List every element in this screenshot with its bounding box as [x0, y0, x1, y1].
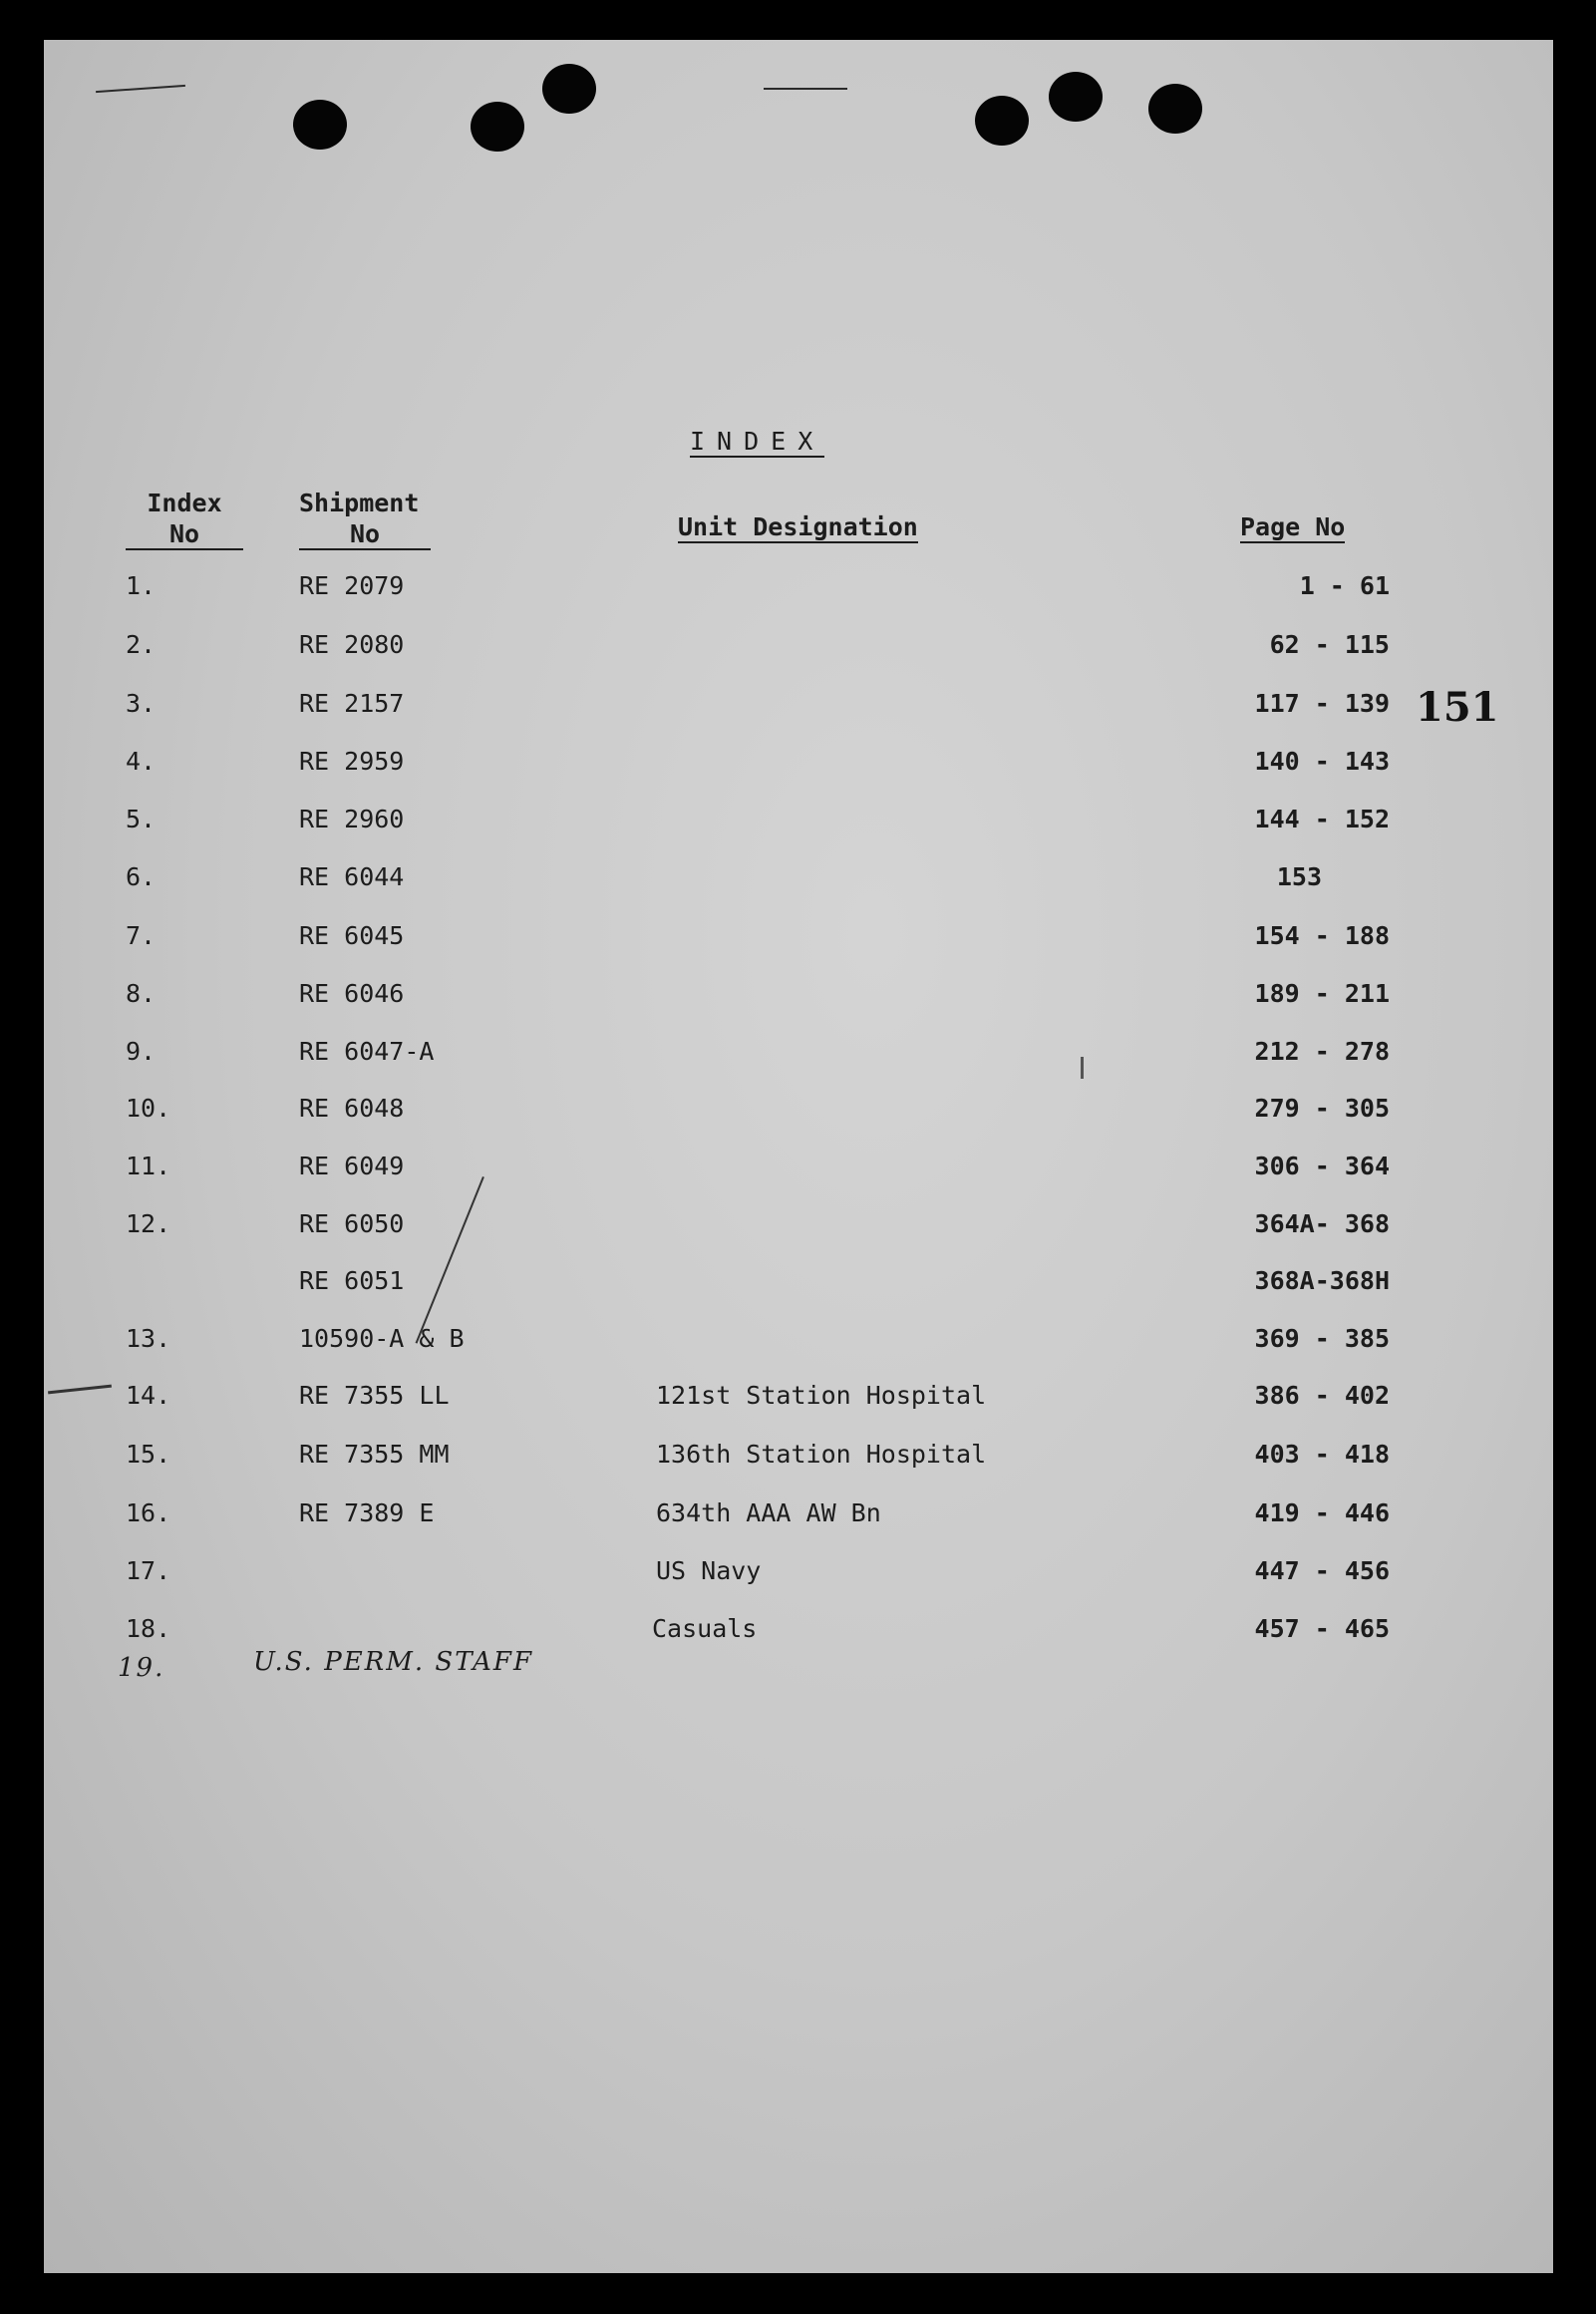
row-pages: 364A- 368 [1254, 1209, 1390, 1238]
row-unit: 634th AAA AW Bn [656, 1498, 881, 1527]
punch-hole [471, 102, 524, 152]
row-pages: 154 - 188 [1254, 921, 1390, 950]
handwritten-note: U.S. PERM. STAFF [253, 1647, 533, 1677]
row-pages: 189 - 211 [1254, 979, 1390, 1008]
pencil-arrow [48, 1385, 112, 1395]
row-pages: 369 - 385 [1254, 1324, 1390, 1353]
header-shipment-no-line2: No [299, 521, 431, 550]
page-stamp: 151 [1416, 684, 1499, 731]
row-shipment: 10590-A & B [299, 1324, 465, 1353]
row-index: 15. [126, 1440, 171, 1469]
document-sheet [44, 40, 1553, 2273]
row-pages: 117 - 139 [1254, 689, 1390, 718]
row-index: 2. [126, 630, 157, 659]
row-pages: 212 - 278 [1254, 1037, 1390, 1066]
row-unit: US Navy [656, 1556, 762, 1585]
row-shipment: RE 6047-A [299, 1037, 435, 1066]
row-unit: 121st Station Hospital [656, 1381, 987, 1410]
row-index: 14. [126, 1381, 171, 1410]
row-shipment: RE 7355 MM [299, 1440, 450, 1469]
punch-hole [293, 100, 347, 150]
row-shipment: RE 7389 E [299, 1498, 435, 1527]
row-index: 13. [126, 1324, 171, 1353]
header-shipment-no [299, 491, 431, 550]
row-unit: Casuals [652, 1614, 758, 1643]
row-pages: 279 - 305 [1254, 1094, 1390, 1123]
row-shipment: RE 6046 [299, 979, 405, 1008]
row-index: 6. [126, 862, 157, 891]
row-pages: 403 - 418 [1254, 1440, 1390, 1469]
row-pages: 368A-368H [1254, 1266, 1390, 1295]
row-pages: 1 - 61 [1299, 571, 1390, 600]
row-pages: 144 - 152 [1254, 805, 1390, 833]
row-shipment: RE 6045 [299, 921, 405, 950]
row-index: 17. [126, 1556, 171, 1585]
row-pages: 386 - 402 [1254, 1381, 1390, 1410]
pencil-mark [1081, 1057, 1084, 1079]
pencil-mark [96, 85, 185, 93]
row-index: 3. [126, 689, 157, 718]
row-shipment: RE 6050 [299, 1209, 405, 1238]
pencil-mark [764, 88, 847, 90]
row-shipment: RE 2157 [299, 689, 405, 718]
row-pages: 140 - 143 [1254, 747, 1390, 776]
row-shipment: RE 6051 [299, 1266, 405, 1295]
punch-hole [1148, 84, 1202, 134]
row-shipment: RE 2960 [299, 805, 405, 833]
handwritten-index: 19. [118, 1653, 165, 1683]
row-shipment: RE 2959 [299, 747, 405, 776]
row-unit: 136th Station Hospital [656, 1440, 987, 1469]
row-index: 10. [126, 1094, 171, 1123]
punch-hole [542, 64, 596, 114]
row-index: 5. [126, 805, 157, 833]
row-shipment: RE 2080 [299, 630, 405, 659]
header-index-no-line2: No [126, 521, 243, 550]
row-index: 12. [126, 1209, 171, 1238]
header-page-no: Page No [1240, 512, 1346, 541]
header-index-no-line1: Index [147, 489, 222, 517]
header-unit-designation: Unit Designation [678, 512, 918, 541]
row-shipment: RE 6049 [299, 1152, 405, 1180]
punch-hole [975, 96, 1029, 146]
row-pages: 62 - 115 [1269, 630, 1390, 659]
page-title: INDEX [690, 427, 825, 456]
row-index: 7. [126, 921, 157, 950]
punch-hole [1049, 72, 1103, 122]
row-index: 16. [126, 1498, 171, 1527]
header-index-no [126, 491, 243, 550]
row-pages: 457 - 465 [1254, 1614, 1390, 1643]
row-index: 1. [126, 571, 157, 600]
row-index: 8. [126, 979, 157, 1008]
row-index: 11. [126, 1152, 171, 1180]
row-index: 18. [126, 1614, 171, 1643]
row-pages: 447 - 456 [1254, 1556, 1390, 1585]
row-index: 4. [126, 747, 157, 776]
row-shipment: RE 6044 [299, 862, 405, 891]
row-shipment: RE 2079 [299, 571, 405, 600]
pencil-stroke [416, 1176, 484, 1344]
row-pages: 153 [1276, 862, 1322, 891]
row-index: 9. [126, 1037, 157, 1066]
row-shipment: RE 6048 [299, 1094, 405, 1123]
row-pages: 306 - 364 [1254, 1152, 1390, 1180]
header-shipment-no-line1: Shipment [299, 489, 420, 517]
row-shipment: RE 7355 LL [299, 1381, 450, 1410]
row-pages: 419 - 446 [1254, 1498, 1390, 1527]
